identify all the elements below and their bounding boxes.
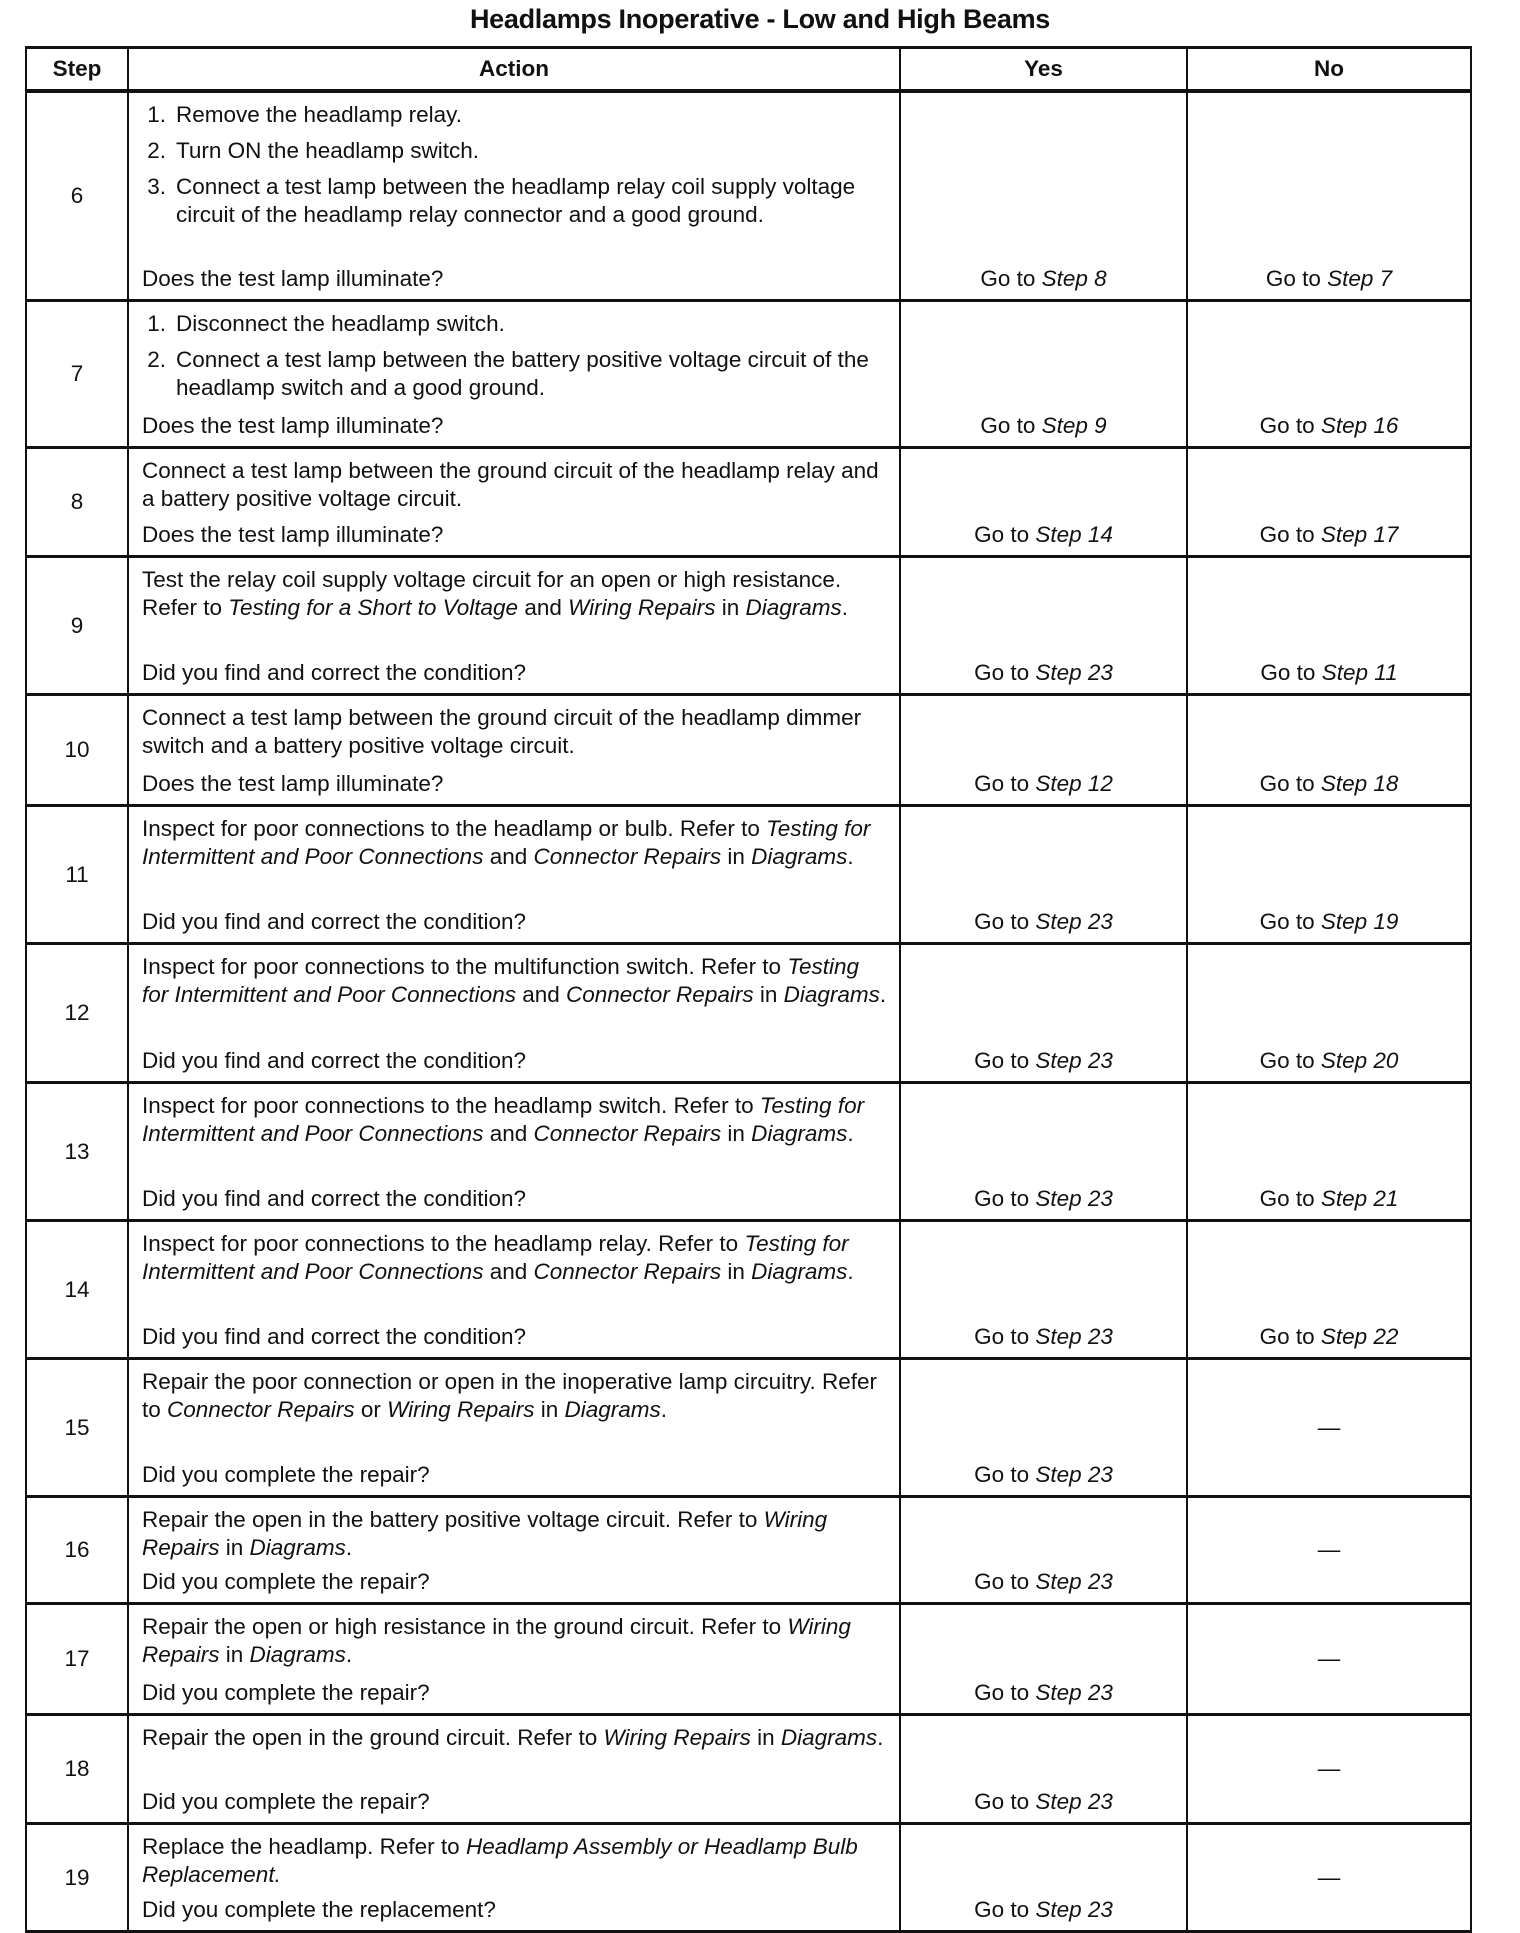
- yes-result: [900, 1604, 1187, 1715]
- step-number: 18: [26, 1715, 128, 1824]
- item-number: 2.: [147, 138, 166, 163]
- action-text: [142, 1368, 889, 1424]
- step-link[interactable]: Step 14: [1035, 522, 1113, 547]
- table-row: [26, 806, 1471, 944]
- step-link[interactable]: Step 18: [1320, 771, 1399, 796]
- document-reference: Testing for Intermittent and Poor Connections: [142, 816, 871, 869]
- step-number: 17: [26, 1604, 128, 1715]
- no-result: [1187, 91, 1471, 301]
- goto-prefix: Go to: [1259, 771, 1321, 796]
- document-reference: Testing for Intermittent and Poor Connections: [142, 1093, 865, 1146]
- no-result: [1187, 1359, 1471, 1497]
- action-text: [142, 457, 889, 513]
- step-number: 14: [26, 1221, 128, 1359]
- document-reference: Headlamp Assembly or Headlamp Bulb Replacement.: [142, 1834, 858, 1887]
- step-number: 12: [26, 944, 128, 1083]
- step-number: 10: [26, 695, 128, 806]
- step-number: 16: [26, 1497, 128, 1604]
- no-result: [1187, 557, 1471, 695]
- page-title: Headlamps Inoperative - Low and High Beams: [469, 4, 1051, 34]
- text-segment: Repair the open in the ground circuit. Refer to: [142, 1725, 604, 1750]
- step-link[interactable]: Step 23: [1035, 1324, 1113, 1349]
- document-reference: Connector Repairs: [566, 982, 754, 1007]
- document-reference: Diagrams: [751, 844, 848, 869]
- table-row: [26, 1715, 1471, 1824]
- document-reference: Diagrams: [564, 1397, 661, 1422]
- yes-result: [900, 1359, 1187, 1497]
- goto-prefix: Go to: [974, 1186, 1036, 1211]
- step-number: 19: [26, 1824, 128, 1932]
- step-link[interactable]: Step 17: [1320, 522, 1399, 547]
- action-text: [142, 1613, 889, 1669]
- dash: —: [1317, 1864, 1341, 1890]
- document-reference: Diagrams: [249, 1535, 346, 1560]
- question: Did you find and correct the condition?: [142, 660, 526, 685]
- document-reference: Wiring Repairs: [568, 595, 716, 620]
- text-segment: and: [483, 1121, 534, 1146]
- step-number: 7: [26, 301, 128, 448]
- text-segment: and: [518, 595, 569, 620]
- text-segment: Turn ON the headlamp switch.: [176, 138, 480, 163]
- step-link[interactable]: Step 23: [1035, 660, 1113, 685]
- table-row: [26, 1359, 1471, 1497]
- action-cell: [128, 1083, 900, 1221]
- action-text: [142, 704, 889, 760]
- action-text: [142, 815, 889, 871]
- no-result: [1187, 944, 1471, 1083]
- document-reference: Testing for Intermittent and Poor Connections: [142, 1231, 849, 1284]
- step-number: 9: [26, 557, 128, 695]
- table-row: [26, 1604, 1471, 1715]
- table-row: [26, 91, 1471, 301]
- text-segment: .: [660, 1397, 668, 1422]
- text-segment: .: [841, 595, 849, 620]
- goto-prefix: Go to: [1259, 522, 1321, 547]
- goto-prefix: Go to: [974, 1680, 1036, 1705]
- goto-prefix: Go to: [1259, 909, 1321, 934]
- no-result: [1187, 806, 1471, 944]
- action-cell: [128, 1497, 900, 1604]
- item-text: [176, 310, 505, 338]
- step-link[interactable]: Step 23: [1035, 1789, 1113, 1814]
- document-reference: Wiring Repairs: [142, 1507, 828, 1560]
- goto-prefix: Go to: [1259, 1048, 1321, 1073]
- goto-prefix: Go to: [974, 1897, 1036, 1922]
- table-row: [26, 1221, 1471, 1359]
- yes-result: [900, 91, 1187, 301]
- step-link[interactable]: Step 19: [1320, 909, 1399, 934]
- goto-prefix: Go to: [974, 909, 1036, 934]
- dash: —: [1317, 1537, 1341, 1562]
- yes-result: [900, 1497, 1187, 1604]
- action-cell: [128, 448, 900, 557]
- text-segment: and: [515, 982, 566, 1007]
- table-row: [26, 695, 1471, 806]
- list-item: [142, 137, 889, 165]
- goto-prefix: Go to: [974, 1789, 1036, 1814]
- list-item: [142, 173, 889, 229]
- action-cell: [128, 1824, 900, 1932]
- list-item: [142, 310, 889, 338]
- action-cell: [128, 806, 900, 944]
- text-segment: or: [354, 1397, 388, 1422]
- document-reference: Testing for Intermittent and Poor Connections: [142, 954, 860, 1007]
- document-reference: Connector Repairs: [533, 1121, 722, 1146]
- header-yes: Yes: [900, 48, 1187, 92]
- step-link[interactable]: Step 23: [1035, 1569, 1113, 1594]
- action-cell: [128, 557, 900, 695]
- yes-result: [900, 806, 1187, 944]
- no-result: [1187, 695, 1471, 806]
- yes-result: [900, 1715, 1187, 1824]
- text-segment: in: [721, 844, 752, 869]
- item-text: [176, 101, 462, 129]
- goto-prefix: Go to: [974, 522, 1036, 547]
- document-reference: Wiring Repairs: [387, 1397, 535, 1422]
- item-number: 3.: [147, 174, 166, 199]
- item-text: [176, 346, 889, 402]
- step-link[interactable]: Step 22: [1320, 1324, 1399, 1349]
- action-cell: [128, 1359, 900, 1497]
- question: Does the test lamp illuminate?: [142, 266, 444, 291]
- action-cell: [128, 301, 900, 448]
- question: Did you complete the repair?: [142, 1789, 430, 1814]
- document-reference: Connector Repairs: [533, 1259, 722, 1284]
- text-segment: Repair the open or high resistance in the ground circuit. Refer to: [142, 1614, 788, 1639]
- question: Did you find and correct the condition?: [142, 1048, 526, 1073]
- goto-prefix: Go to: [974, 660, 1036, 685]
- step-link[interactable]: Step 12: [1035, 771, 1113, 796]
- action-cell: [128, 1715, 900, 1824]
- no-result: [1187, 1221, 1471, 1359]
- goto-prefix: Go to: [1259, 1324, 1321, 1349]
- question: Did you complete the replacement?: [142, 1897, 496, 1922]
- text-segment: Repair the open in the battery positive voltage circuit. Refer to: [142, 1507, 764, 1532]
- item-number: 1.: [147, 102, 166, 127]
- no-result: [1187, 1715, 1471, 1824]
- item-text: [176, 137, 479, 165]
- text-segment: .: [345, 1642, 353, 1667]
- document-reference: Wiring Repairs: [142, 1614, 851, 1667]
- diagnostic-table: [25, 46, 1472, 1933]
- header-row: [26, 48, 1471, 92]
- document-reference: Diagrams: [783, 982, 880, 1007]
- action-cell: [128, 944, 900, 1083]
- goto-prefix: Go to: [1265, 266, 1328, 291]
- item-number: 2.: [147, 347, 166, 372]
- text-segment: in: [750, 1725, 781, 1750]
- question: Did you find and correct the condition?: [142, 1324, 526, 1349]
- item-text: [176, 173, 889, 229]
- action-cell: [128, 1604, 900, 1715]
- dash: —: [1317, 1756, 1341, 1781]
- text-segment: Disconnect the headlamp switch.: [176, 311, 505, 336]
- text-segment: in: [721, 1121, 752, 1146]
- text-segment: .: [847, 1259, 854, 1284]
- step-link[interactable]: Step 16: [1320, 413, 1399, 438]
- goto-prefix: Go to: [1260, 660, 1322, 685]
- action-cell: [128, 695, 900, 806]
- action-cell: [128, 1221, 900, 1359]
- step-number: 13: [26, 1083, 128, 1221]
- text-segment: in: [721, 1259, 752, 1284]
- table-row: [26, 1497, 1471, 1604]
- action-text: [142, 953, 889, 1009]
- action-text: [142, 566, 889, 622]
- question: Did you find and correct the condition?: [142, 1186, 526, 1211]
- table-row: [26, 557, 1471, 695]
- table-row: [26, 1824, 1471, 1932]
- step-number: 8: [26, 448, 128, 557]
- goto-prefix: Go to: [974, 1324, 1036, 1349]
- goto-prefix: Go to: [980, 413, 1042, 438]
- goto-prefix: Go to: [980, 266, 1042, 291]
- text-segment: .: [847, 1121, 854, 1146]
- document-reference: Testing for a Short to Voltage: [228, 595, 519, 620]
- text-segment: in: [753, 982, 784, 1007]
- no-result: [1187, 1497, 1471, 1604]
- yes-result: [900, 448, 1187, 557]
- question: Does the test lamp illuminate?: [142, 413, 444, 438]
- action-cell: [128, 91, 900, 301]
- step-link[interactable]: Step 20: [1320, 1048, 1399, 1073]
- step-link[interactable]: Step 23: [1035, 909, 1113, 934]
- question: Did you complete the repair?: [142, 1462, 430, 1487]
- table-row: [26, 448, 1471, 557]
- document-reference: Diagrams: [249, 1642, 346, 1667]
- text-segment: Connect a test lamp between the ground circuit of the headlamp dimmer switch and a battery positive voltage circuit.: [142, 705, 862, 758]
- question: Did you find and correct the condition?: [142, 909, 526, 934]
- question: Does the test lamp illuminate?: [142, 771, 444, 796]
- action-text: [142, 1230, 889, 1286]
- no-result: [1187, 301, 1471, 448]
- dash: —: [1317, 1646, 1341, 1671]
- header-no: No: [1187, 48, 1471, 92]
- item-number: 1.: [147, 311, 166, 336]
- no-result: [1187, 448, 1471, 557]
- goto-prefix: Go to: [974, 1462, 1036, 1487]
- text-segment: .: [879, 982, 887, 1007]
- text-segment: Test the relay coil supply voltage circuit for an open or high resistance. Refer to: [142, 567, 842, 620]
- text-segment: Replace the headlamp. Refer to: [142, 1834, 466, 1859]
- text-segment: in: [534, 1397, 565, 1422]
- text-segment: Inspect for poor connections to the multifunction switch. Refer to: [142, 954, 788, 979]
- goto-prefix: Go to: [974, 1048, 1036, 1073]
- no-result: [1187, 1604, 1471, 1715]
- text-segment: .: [345, 1535, 353, 1560]
- goto-prefix: Go to: [974, 771, 1036, 796]
- document-reference: Diagrams: [745, 595, 842, 620]
- table-row: [26, 301, 1471, 448]
- goto-prefix: Go to: [1259, 413, 1321, 438]
- yes-result: [900, 301, 1187, 448]
- step-link[interactable]: Step 21: [1320, 1186, 1399, 1211]
- text-segment: in: [715, 595, 746, 620]
- step-link[interactable]: Step 23: [1035, 1186, 1113, 1211]
- dash: —: [1317, 1414, 1341, 1440]
- text-segment: Inspect for poor connections to the headlamp relay. Refer to: [142, 1231, 745, 1256]
- action-text: [142, 1833, 889, 1889]
- action-text: [142, 1092, 889, 1148]
- text-segment: Connect a test lamp between the headlamp relay coil supply voltage circuit of the headlamp relay connector and a good ground.: [176, 174, 856, 227]
- yes-result: [900, 1824, 1187, 1932]
- yes-result: [900, 1221, 1187, 1359]
- document-reference: Connector Repairs: [533, 844, 722, 869]
- text-segment: Inspect for poor connections to the headlamp switch. Refer to: [142, 1093, 760, 1118]
- yes-result: [900, 944, 1187, 1083]
- no-result: [1187, 1824, 1471, 1932]
- text-segment: in: [219, 1642, 250, 1667]
- yes-result: [900, 1083, 1187, 1221]
- goto-prefix: Go to: [974, 1569, 1036, 1594]
- step-link[interactable]: Step 23: [1035, 1897, 1113, 1922]
- step-number: 11: [26, 806, 128, 944]
- question: Did you complete the repair?: [142, 1569, 430, 1594]
- text-segment: Connect a test lamp between the ground circuit of the headlamp relay and a battery positive voltage circuit.: [142, 458, 879, 511]
- step-link[interactable]: Step 9: [1041, 413, 1107, 438]
- no-result: [1187, 1083, 1471, 1221]
- yes-result: [900, 695, 1187, 806]
- yes-result: [900, 557, 1187, 695]
- step-link[interactable]: Step 11: [1321, 660, 1398, 685]
- text-segment: Repair the poor connection or open in the inoperative lamp circuitry. Refer to: [142, 1369, 877, 1422]
- document-reference: Diagrams: [751, 1259, 848, 1284]
- text-segment: Connect a test lamp between the battery positive voltage circuit of the headlamp switch and a good ground.: [176, 347, 869, 400]
- list-item: [142, 101, 889, 129]
- step-number: 6: [26, 91, 128, 301]
- step-number: 15: [26, 1359, 128, 1497]
- step-link[interactable]: Step 23: [1035, 1462, 1113, 1487]
- text-segment: .: [877, 1725, 884, 1750]
- step-link[interactable]: Step 23: [1035, 1680, 1113, 1705]
- text-segment: .: [847, 844, 854, 869]
- step-link[interactable]: Step 23: [1035, 1048, 1113, 1073]
- question: Did you complete the repair?: [142, 1680, 430, 1705]
- document-reference: Diagrams: [780, 1725, 878, 1750]
- document-reference: Wiring Repairs: [603, 1725, 751, 1750]
- action-text: [142, 1724, 889, 1752]
- header-step: Step: [26, 48, 128, 92]
- text-segment: Inspect for poor connections to the headlamp or bulb. Refer to: [142, 816, 767, 841]
- list-item: [142, 346, 889, 402]
- step-link[interactable]: Step 8: [1041, 266, 1107, 291]
- question: Does the test lamp illuminate?: [142, 522, 444, 547]
- goto-prefix: Go to: [1259, 1186, 1321, 1211]
- text-segment: and: [483, 1259, 534, 1284]
- text-segment: in: [219, 1535, 250, 1560]
- text-segment: and: [483, 844, 534, 869]
- table-row: [26, 944, 1471, 1083]
- step-link[interactable]: Step 7: [1327, 266, 1393, 291]
- text-segment: Remove the headlamp relay.: [176, 102, 462, 127]
- action-text: [142, 1506, 889, 1562]
- table-row: [26, 1083, 1471, 1221]
- header-action: Action: [128, 48, 900, 92]
- document-reference: Connector Repairs: [167, 1397, 355, 1422]
- document-reference: Diagrams: [751, 1121, 848, 1146]
